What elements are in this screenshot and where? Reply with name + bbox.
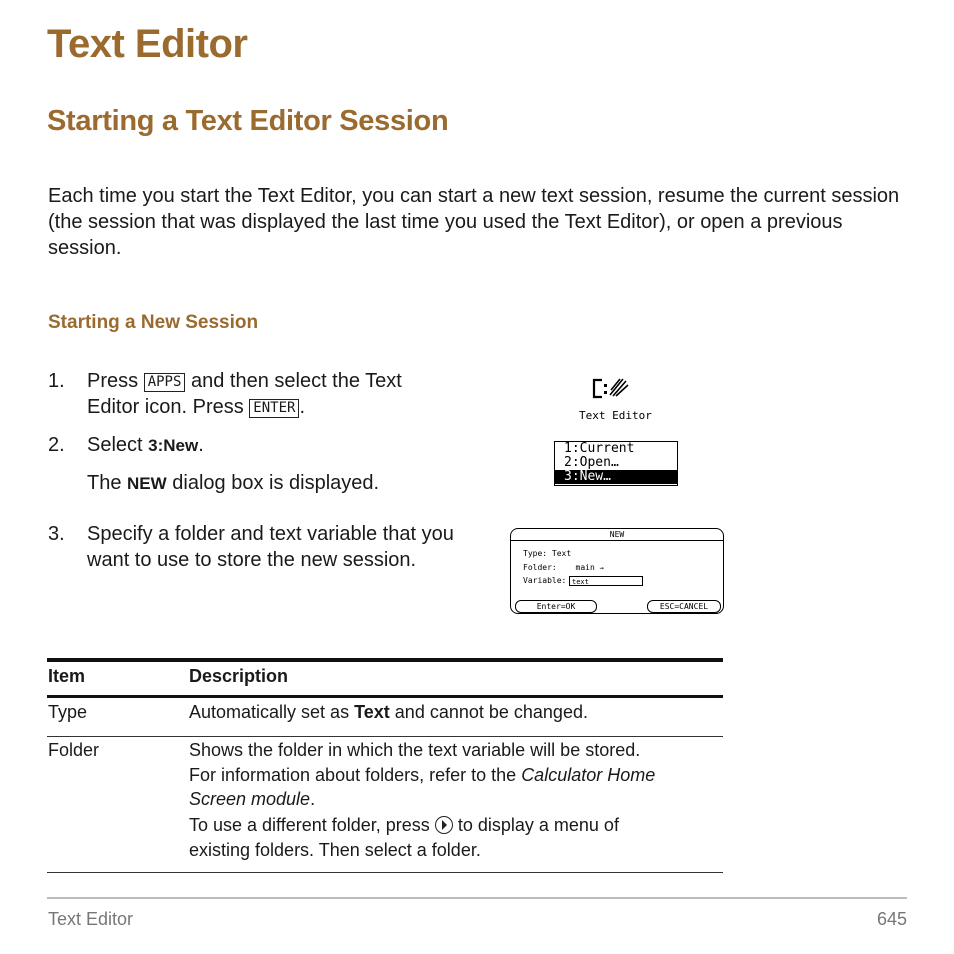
step-1-end: . <box>299 396 306 418</box>
table-row-folder-line-1: Shows the folder in which the text variable will be stored. <box>189 740 641 760</box>
table-bottom-rule <box>47 872 723 873</box>
calculator-menu-screen <box>554 441 678 486</box>
dialog-cancel-button: ESC=CANCEL <box>647 600 721 613</box>
row-folder-l2-italic: Calculator Home <box>521 765 656 785</box>
table-header-description: Description <box>189 666 289 686</box>
section-title: Starting a Text Editor Session <box>47 105 449 137</box>
dialog-folder-value: main <box>575 563 595 572</box>
intro-paragraph: Each time you start the Text Editor, you can start a new text session, resume the current session (the session that was displayed the last time you used the Text Editor), or open a previous session. <box>48 185 900 259</box>
text-editor-icon-label: Text Editor <box>579 409 652 422</box>
dialog-type: Type: Text <box>523 549 572 558</box>
step-2-number: 2. <box>48 434 65 456</box>
table-row-type-desc <box>189 700 588 725</box>
row-folder-l4-pre: To use a different folder, press <box>189 815 430 835</box>
table-row-folder-line-2 <box>189 763 655 788</box>
dialog-folder-label: Folder: <box>523 563 557 572</box>
table-header-rule <box>47 695 723 698</box>
row-folder-l2-pre: For information about folders, refer to the <box>189 765 517 785</box>
table-header-item: Item <box>48 666 86 686</box>
row-folder-l3-italic: Screen module <box>189 789 311 809</box>
table-row-rule <box>47 736 723 737</box>
step-3-line-2: want to use to store the new session. <box>87 549 417 571</box>
table-row-folder-line-3 <box>189 787 315 812</box>
enter-key: ENTER <box>249 399 299 418</box>
row-type-bold: Text <box>354 702 390 722</box>
dialog-folder-row <box>523 563 604 573</box>
footer-rule <box>47 897 907 899</box>
apps-key: APPS <box>144 373 186 392</box>
step-2-result-bold: NEW <box>127 474 167 493</box>
row-type-post: and cannot be changed. <box>394 702 588 722</box>
step-2-bold: 3:New <box>148 436 199 455</box>
step-2-end: . <box>198 434 204 456</box>
step-1-mid: and then select the Text <box>190 370 402 392</box>
step-3-line-1: Specify a folder and text variable that you <box>87 523 454 545</box>
table-row-folder-item: Folder <box>48 740 100 760</box>
step-2-text: Select <box>87 434 143 456</box>
menu-item-current: 1:Current <box>564 441 635 456</box>
row-folder-l4-post: to display a menu of <box>457 815 619 835</box>
dialog-title: NEW <box>511 529 723 541</box>
table-row-type-item: Type <box>48 702 88 722</box>
row-folder-l3-end: . <box>310 789 316 809</box>
row-type-pre: Automatically set as <box>189 702 350 722</box>
step-1-line2-text: Editor icon. Press <box>87 396 244 418</box>
step-2-result-post: dialog box is displayed. <box>172 472 380 494</box>
menu-item-open: 2:Open… <box>564 455 619 470</box>
step-2-result <box>87 470 379 497</box>
step-2-line <box>87 432 204 459</box>
step-3-number: 3. <box>48 523 65 545</box>
table-top-rule <box>47 658 723 662</box>
dialog-variable-field: text <box>569 576 643 586</box>
table-row-folder-line-5: existing folders. Then select a folder. <box>189 840 481 860</box>
footer-chapter: Text Editor <box>48 909 134 929</box>
table-row-folder-line-4 <box>189 813 619 838</box>
menu-item-new: 3:New… <box>555 470 677 484</box>
dropdown-arrow-icon: → <box>599 564 604 572</box>
text-editor-icon <box>590 375 630 401</box>
step-1-line-1 <box>87 368 402 394</box>
dialog-variable-label: Variable: <box>523 576 567 585</box>
text-editor-app-icon <box>590 375 630 406</box>
step-1-line-2 <box>87 394 305 420</box>
new-dialog-screen <box>510 528 724 614</box>
dialog-ok-button: Enter=OK <box>515 600 597 613</box>
step-1-number: 1. <box>48 370 65 392</box>
page-title: Text Editor <box>47 22 248 66</box>
right-arrow-key-icon <box>435 816 453 834</box>
subsection-title: Starting a New Session <box>48 312 259 333</box>
footer-page-number: 645 <box>876 909 907 929</box>
step-2-result-pre: The <box>87 472 122 494</box>
step-1-press: Press <box>87 370 139 392</box>
